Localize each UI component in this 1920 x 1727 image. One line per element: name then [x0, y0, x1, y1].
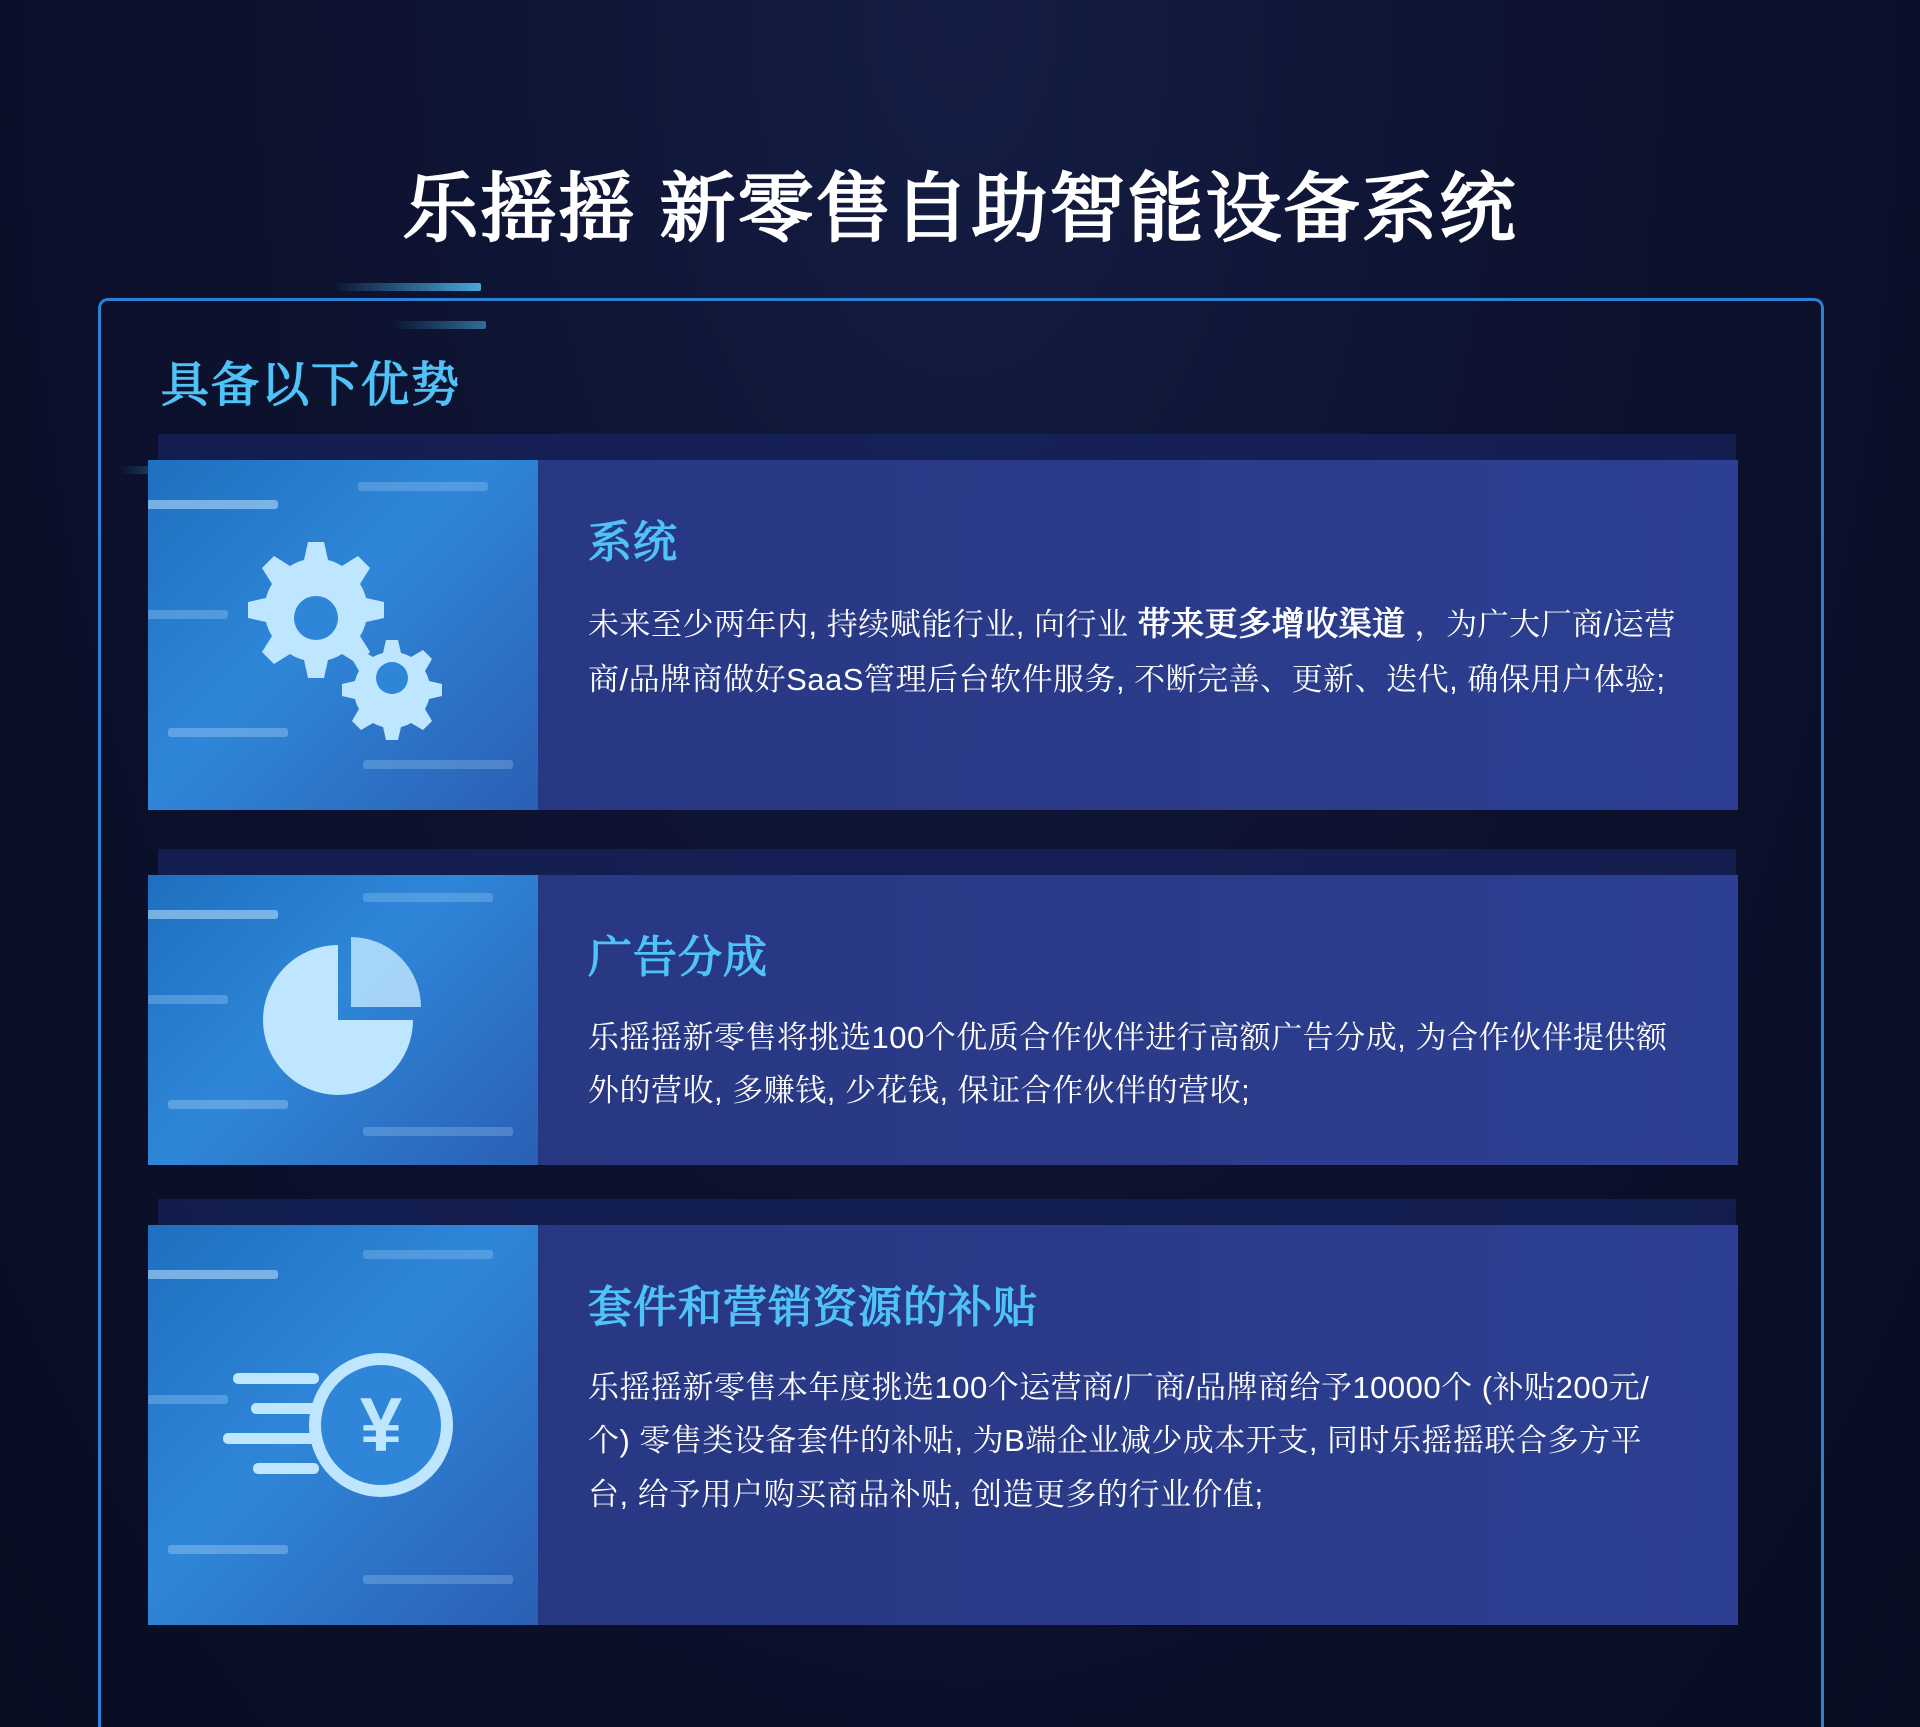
- pie-chart-icon: [243, 925, 443, 1115]
- advantage-card-subsidy[interactable]: [148, 1225, 1738, 1625]
- card-desc-part-2: ，为广大厂商/运营商/品牌商做好SaaS管理后台软件服务, 不断完善、更新、迭代, 确保用户体验;: [588, 607, 1676, 697]
- decor-dash-top: [331, 283, 481, 291]
- card-icon-container: [148, 1225, 538, 1625]
- yuan-coin-icon: [223, 1325, 463, 1525]
- advantage-card-ad-revenue[interactable]: [148, 875, 1738, 1165]
- page-title: 乐摇摇 新零售自助智能设备系统: [402, 167, 1518, 252]
- card-description: 乐摇摇新零售将挑选100个优质合作伙伴进行高额广告分成, 为合作伙伴提供额外的营收, 多赚钱, 少花钱, 保证合作伙伴的营收;: [588, 1020, 1668, 1109]
- decor-dash-top-2: [391, 321, 486, 329]
- card-title: 系统: [588, 518, 678, 567]
- card-title: 套件和营销资源的补贴: [588, 1283, 1038, 1332]
- panel-heading: 具备以下优势: [161, 359, 462, 412]
- card-text-container: [538, 875, 1738, 1165]
- card-description: [588, 596, 1678, 706]
- card-desc-part-1: 未来至少两年内, 持续赋能行业, 向行业: [588, 607, 1138, 642]
- card-text-container: [538, 460, 1738, 810]
- advantage-card-system[interactable]: [148, 460, 1738, 810]
- card-icon-container: [148, 875, 538, 1165]
- card-desc-highlight: 带来更多增收渠道: [1137, 605, 1406, 642]
- card-description: 乐摇摇新零售本年度挑选100个运营商/厂商/品牌商给予10000个 (补贴200元/个) 零售类设备套件的补贴, 为B端企业减少成本开支, 同时乐摇摇联合多方平台, 给予用户购买商品补贴, 创造更多的行业价值;: [588, 1370, 1650, 1512]
- svg-text:¥: ¥: [359, 1383, 403, 1468]
- card-text-container: [538, 1225, 1738, 1625]
- gears-icon: [228, 530, 458, 740]
- card-title: 广告分成: [588, 933, 768, 982]
- card-icon-container: [148, 460, 538, 810]
